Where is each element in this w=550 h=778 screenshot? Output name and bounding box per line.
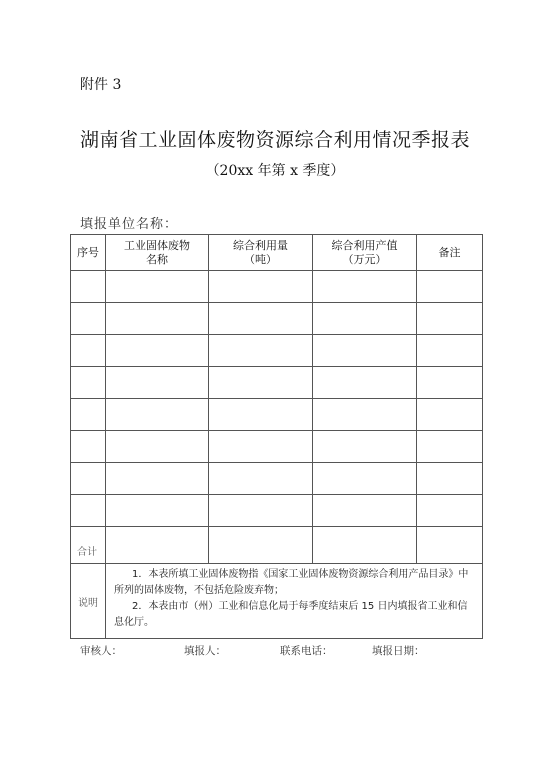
table-cell[interactable] (106, 495, 209, 527)
table-row (71, 463, 483, 495)
table-cell[interactable] (313, 303, 417, 335)
table-cell[interactable] (209, 303, 313, 335)
date-label: 填报日期： (372, 645, 425, 657)
table-cell[interactable] (209, 399, 313, 431)
table-cell[interactable] (106, 303, 209, 335)
note-item: 2．本表由市（州）工业和信息化局于每季度结束后 15 日内填报省工业和信息化厅。 (114, 601, 468, 628)
table-cell[interactable] (209, 335, 313, 367)
column-header-waste-name: 工业固体废物 名称 (106, 235, 209, 271)
table-cell[interactable] (71, 335, 106, 367)
table-cell[interactable] (209, 495, 313, 527)
column-header-utilization-amount: 综合利用量 （吨） (209, 235, 313, 271)
reviewer-label: 审核人： (80, 645, 122, 657)
table-row (71, 367, 483, 399)
total-row (71, 527, 483, 564)
table-cell[interactable] (313, 463, 417, 495)
phone-label: 联系电话： (280, 645, 333, 657)
total-label: 合计 (71, 527, 106, 564)
total-cell[interactable] (313, 527, 417, 564)
table-cell[interactable] (209, 271, 313, 303)
table-cell[interactable] (313, 271, 417, 303)
table-cell[interactable] (209, 367, 313, 399)
table-cell[interactable] (71, 367, 106, 399)
table-row (71, 399, 483, 431)
table-row (71, 303, 483, 335)
table-cell[interactable] (313, 399, 417, 431)
table-header-row (71, 235, 483, 271)
table-cell[interactable] (313, 495, 417, 527)
table-cell[interactable] (313, 367, 417, 399)
table-cell[interactable] (106, 335, 209, 367)
table-row (71, 431, 483, 463)
table-cell[interactable] (209, 431, 313, 463)
table-cell[interactable] (106, 431, 209, 463)
table-cell[interactable] (417, 399, 483, 431)
table-cell[interactable] (417, 335, 483, 367)
table-cell[interactable] (71, 463, 106, 495)
table-cell[interactable] (417, 495, 483, 527)
table-cell[interactable] (313, 431, 417, 463)
table-row (71, 271, 483, 303)
table-cell[interactable] (71, 271, 106, 303)
table-cell[interactable] (71, 399, 106, 431)
table-cell[interactable] (313, 335, 417, 367)
table-row (71, 495, 483, 527)
table-cell[interactable] (417, 303, 483, 335)
total-cell[interactable] (417, 527, 483, 564)
table-cell[interactable] (106, 463, 209, 495)
page-subtitle: （20xx 年第 x 季度） (205, 163, 345, 179)
table-cell[interactable] (209, 463, 313, 495)
quarterly-report-table (70, 234, 483, 639)
table-cell[interactable] (71, 431, 106, 463)
table-row (71, 335, 483, 367)
table-cell[interactable] (71, 303, 106, 335)
reporting-unit-label: 填报单位名称： (80, 217, 179, 232)
column-header-index: 序号 (71, 235, 106, 271)
total-cell[interactable] (209, 527, 313, 564)
table-cell[interactable] (417, 367, 483, 399)
column-header-remarks: 备注 (417, 235, 483, 271)
table-cell[interactable] (417, 431, 483, 463)
table-cell[interactable] (106, 367, 209, 399)
notes-row (71, 564, 483, 639)
table-cell[interactable] (417, 271, 483, 303)
filler-label: 填报人： (184, 645, 226, 657)
table-cell[interactable] (106, 271, 209, 303)
notes-content (106, 564, 483, 639)
notes-label: 说明 (71, 564, 106, 639)
total-cell[interactable] (106, 527, 209, 564)
table-cell[interactable] (106, 399, 209, 431)
table-cell[interactable] (71, 495, 106, 527)
column-header-utilization-value: 综合利用产值 （万元） (313, 235, 417, 271)
table-cell[interactable] (417, 463, 483, 495)
attachment-label: 附件 3 (80, 77, 122, 93)
page-title: 湖南省工业固体废物资源综合利用情况季报表 (79, 129, 470, 151)
note-item: 1．本表所填工业固体废物指《国家工业固体废物资源综合利用产品目录》中所列的固体废物，不包括危险废弃物； (114, 569, 469, 596)
